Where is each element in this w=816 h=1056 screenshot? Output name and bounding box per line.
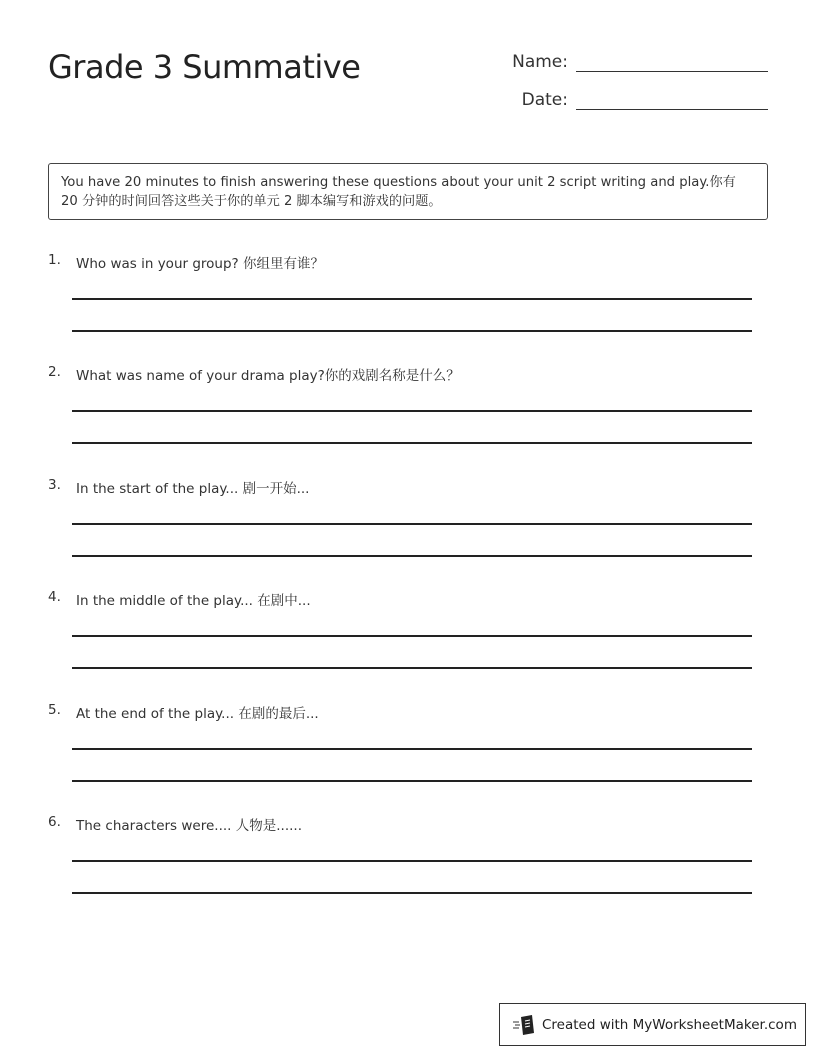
question-text: [48, 252, 768, 272]
question-number: 3.: [48, 476, 61, 493]
question-label: The characters were.... 人物是......: [76, 818, 302, 834]
answer-line[interactable]: [72, 780, 752, 782]
question-number: 6.: [48, 814, 61, 830]
question-label: At the end of the play... 在剧的最后...: [76, 705, 319, 722]
answer-line[interactable]: [72, 635, 752, 637]
name-line[interactable]: [576, 52, 768, 72]
question-label: In the middle of the play... 在剧中...: [76, 593, 311, 610]
answer-line[interactable]: [72, 892, 752, 894]
question-number: 2.: [48, 364, 61, 381]
answer-line[interactable]: [72, 860, 752, 862]
answer-line[interactable]: [72, 667, 752, 669]
date-label: Date:: [521, 90, 568, 110]
question-text: [48, 702, 768, 722]
question-label: Who was in your group? 你组里有谁？: [76, 256, 325, 272]
answer-line[interactable]: [72, 748, 752, 750]
question-label: What was name of your drama play?你的戏剧名称是什么？: [76, 368, 460, 385]
question-text: [48, 364, 768, 384]
footer-badge: [499, 1003, 806, 1046]
question-item: [48, 252, 768, 272]
question-text: [48, 814, 768, 834]
question-item: [48, 477, 768, 497]
question-label: In the start of the play... 剧一开始...: [76, 480, 310, 497]
instructions-box: You have 20 minutes to finish answering these questions about your unit 2 script writing and play.你有 20 分钟的时间回答这些关于你的单元 2 脚本编写和游戏的问题。: [48, 163, 768, 220]
footer-text: Created with MyWorksheetMaker.com: [542, 1016, 797, 1033]
question-item: [48, 702, 768, 722]
answer-line[interactable]: [72, 555, 752, 557]
answer-line[interactable]: [72, 298, 752, 300]
question-item: [48, 589, 768, 609]
question-number: 4.: [48, 589, 61, 606]
question-item: [48, 364, 768, 384]
name-label: Name:: [512, 52, 568, 72]
date-field[interactable]: [522, 90, 768, 110]
worksheet-logo-icon: [512, 1014, 536, 1036]
name-field[interactable]: [512, 52, 768, 72]
question-number: 5.: [48, 701, 61, 718]
answer-line[interactable]: [72, 523, 752, 525]
question-item: [48, 814, 768, 834]
date-line[interactable]: [576, 90, 768, 110]
answer-line[interactable]: [72, 410, 752, 412]
answer-line[interactable]: [72, 442, 752, 444]
page-title: Grade 3 Summative: [48, 48, 361, 86]
question-text: [48, 589, 768, 609]
answer-line[interactable]: [72, 330, 752, 332]
question-text: [48, 477, 768, 497]
question-number: 1.: [48, 252, 61, 268]
